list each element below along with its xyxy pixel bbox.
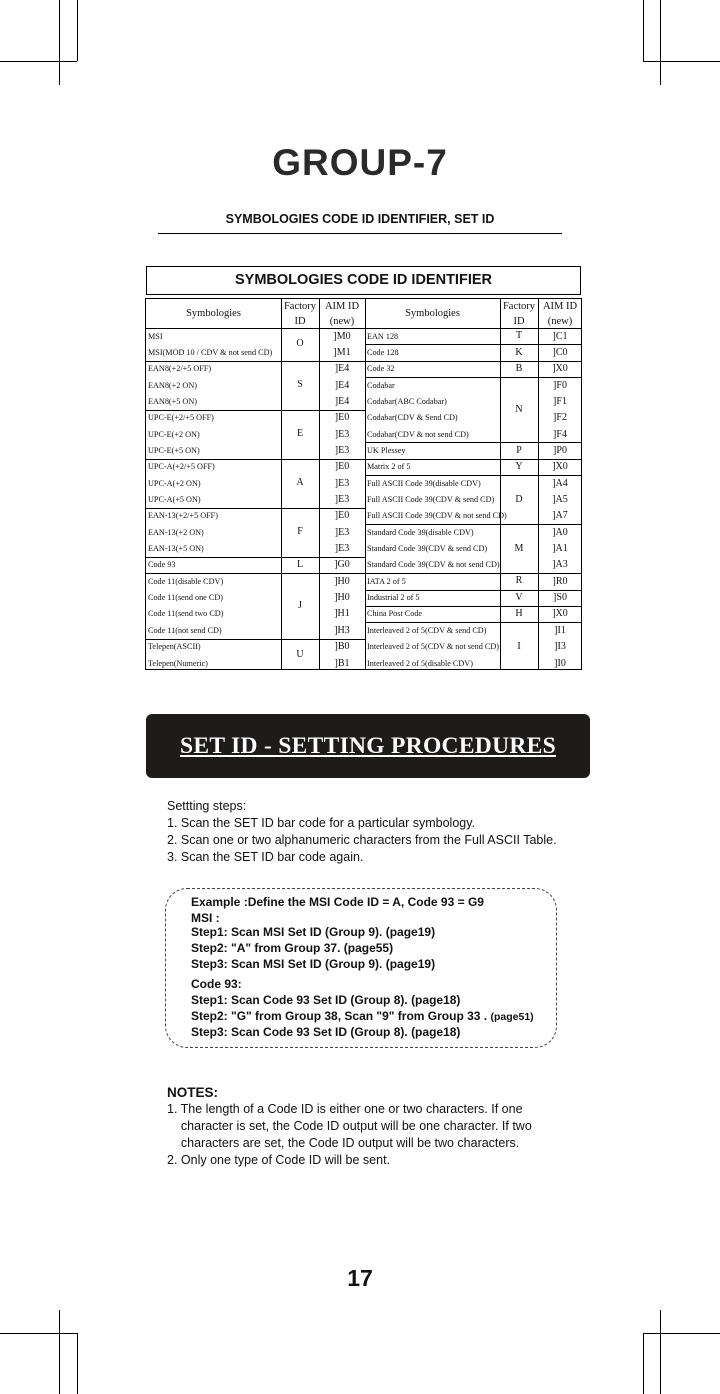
aim-id-left: ]E3 [334,527,350,538]
aim-id-right: ]X0 [552,461,568,472]
symbology-right: Code 128 [367,348,399,357]
aim-id-right: ]A1 [552,543,568,554]
aim-id-left: ]E3 [334,494,350,505]
symbology-right: Full ASCII Code 39(CDV & send CD) [367,495,495,504]
aim-id-right: ]A0 [552,527,568,538]
factory-id-right: D [515,494,523,505]
aim-id-left: ]H0 [334,576,350,587]
msi-step-1: Step1: Scan MSI Set ID (Group 9). (page19) [191,925,436,939]
subtitle-underline [158,233,562,234]
factory-id-left: U [296,649,304,660]
aim-id-right: ]F4 [553,429,567,440]
factory-id-right: K [515,347,523,358]
example-heading: Example :Define the MSI Code ID = A, Code 93 = G9 [191,895,484,909]
factory-id-right: M [514,543,524,554]
factory-id-right: Y [515,461,523,472]
aim-id-left: ]E3 [334,445,350,456]
factory-id-right: I [517,641,521,652]
section-subtitle: SYMBOLOGIES CODE ID IDENTIFIER, SET ID [225,212,495,226]
note-line: character is set, the Code ID output will be one character. If two [167,1119,532,1133]
header-factory-id-left: Factory ID [283,300,317,327]
msi-label: MSI : [191,911,220,925]
symbology-right: Standard Code 39(disable CDV) [367,528,474,537]
symbology-left: EAN8(+2 ON) [148,381,197,390]
code-id-table [145,298,582,670]
symbology-left: Code 11(disable CDV) [148,577,224,586]
factory-id-left: O [296,338,304,349]
aim-id-right: ]X0 [552,608,568,619]
factory-id-right: P [516,445,522,456]
symbology-right: Codabar(CDV & not send CD) [367,430,469,439]
symbology-left: Code 11(send two CD) [148,609,224,618]
step-1: 1. Scan the SET ID bar code for a particular symbology. [167,816,476,830]
factory-id-left: J [298,600,302,611]
symbology-right: Interleaved 2 of 5(CDV & not send CD) [367,642,499,651]
symbology-left: MSI(MOD 10 / CDV & not send CD) [148,348,273,357]
symbology-left: UPC-A(+5 ON) [148,495,201,504]
aim-id-left: ]H1 [334,608,350,619]
aim-id-left: ]E4 [334,380,350,391]
aim-id-right: ]R0 [552,576,568,587]
factory-id-right: R [515,575,523,586]
aim-id-left: ]E3 [334,543,350,554]
aim-id-left: ]M0 [333,331,351,342]
symbology-left: EAN-13(+2 ON) [148,528,204,537]
symbology-right: Code 32 [367,364,395,373]
aim-id-left: ]E0 [334,412,350,423]
step-3: 3. Scan the SET ID bar code again. [167,850,364,864]
symbology-left: EAN-13(+5 ON) [148,544,204,553]
symbology-right: Standard Code 39(CDV & not send CD) [367,560,500,569]
symbology-right: Interleaved 2 of 5(disable CDV) [367,659,473,668]
aim-id-left: ]E0 [334,510,350,521]
header-aim-id-left: AIM ID (new) [324,300,360,327]
aim-id-left: ]E3 [334,429,350,440]
factory-id-left: L [296,559,304,570]
factory-id-right: V [515,592,523,603]
aim-id-right: ]X0 [552,363,568,374]
example-box [165,888,557,1048]
symbology-right: Full ASCII Code 39(disable CDV) [367,479,481,488]
code93-label: Code 93: [191,977,242,991]
factory-id-right: H [515,608,523,619]
page-title: GROUP-7 [272,142,448,183]
aim-id-right: ]F1 [553,396,567,407]
aim-id-right: ]A7 [552,510,568,521]
symbology-left: Code 11(send one CD) [148,593,223,602]
symbology-right: Codabar(ABC Codabar) [367,397,447,406]
aim-id-left: ]E4 [334,363,350,374]
symbology-right: EAN 128 [367,332,399,341]
factory-id-left: E [296,428,304,439]
aim-id-left: ]E3 [334,478,350,489]
aim-id-right: ]P0 [553,445,567,456]
factory-id-left: F [297,526,303,537]
aim-id-left: ]E4 [334,396,350,407]
aim-id-left: ]H3 [334,625,350,636]
symbology-left: EAN-13(+2/+5 OFF) [148,511,218,520]
aim-id-left: ]M1 [333,347,351,358]
symbology-left: UPC-A(+2 ON) [148,479,201,488]
symbology-left: Telepen(Numeric) [148,659,208,668]
aim-id-right: ]F2 [553,412,567,423]
note-line: 2. Only one type of Code ID will be sent. [167,1153,391,1167]
code93-step-2: Step2: "G" from Group 38, Scan "9" from Group 33 . (page51) [191,1009,534,1023]
msi-step-3: Step3: Scan MSI Set ID (Group 9). (page19) [191,957,436,971]
factory-id-right: N [515,404,523,415]
symbology-left: UPC-E(+2/+5 OFF) [148,413,214,422]
aim-id-right: ]A5 [552,494,568,505]
symbology-right: Standard Code 39(CDV & send CD) [367,544,488,553]
notes-heading: NOTES: [167,1085,219,1100]
symbology-left: EAN8(+5 ON) [148,397,197,406]
factory-id-right: T [515,330,523,341]
step-2: 2. Scan one or two alphanumeric characters from the Full ASCII Table. [167,833,557,847]
symbology-left: Telepen(ASCII) [148,642,201,651]
aim-id-left: ]B0 [334,641,350,652]
symbology-right: Codabar [367,381,395,390]
page-number: 17 [347,1265,373,1291]
symbology-left: Code 11(not send CD) [148,626,222,635]
code93-step-1: Step1: Scan Code 93 Set ID (Group 8). (page18) [191,993,461,1007]
factory-id-left: S [297,379,303,390]
symbology-right: IATA 2 of 5 [367,577,406,586]
header-symbologies-left: Symbologies [186,308,241,319]
aim-id-right: ]I0 [554,658,566,669]
aim-id-right: ]I3 [554,641,566,652]
symbology-left: UPC-A(+2/+5 OFF) [148,462,215,471]
aim-id-right: ]C1 [552,331,568,342]
symbology-left: UPC-E(+5 ON) [148,446,200,455]
aim-id-right: ]A3 [552,559,568,570]
aim-id-right: ]C0 [552,347,568,358]
symbology-left: Code 93 [148,560,176,569]
symbology-right: Codabar(CDV & Send CD) [367,413,458,422]
code93-step-3: Step3: Scan Code 93 Set ID (Group 8). (page18) [191,1025,461,1039]
steps-heading: Settting steps: [167,799,247,813]
note-line: 1. The length of a Code ID is either one or two characters. If one [167,1102,523,1116]
aim-id-left: ]E0 [334,461,350,472]
aim-id-right: ]A4 [552,478,568,489]
table-title: SYMBOLOGIES CODE ID IDENTIFIER [146,266,581,295]
symbology-right: UK Plessey [367,446,406,455]
symbology-right: Matrix 2 of 5 [367,462,411,471]
aim-id-right: ]F0 [553,380,567,391]
aim-id-left: ]H0 [334,592,350,603]
factory-id-left: A [296,477,304,488]
symbology-right: Industrial 2 of 5 [367,593,420,602]
msi-step-2: Step2: "A" from Group 37. (page55) [191,941,394,955]
aim-id-right: ]S0 [553,592,567,603]
symbology-left: EAN8(+2/+5 OFF) [148,364,212,373]
aim-id-left: ]G0 [334,559,350,570]
header-symbologies-right: Symbologies [405,308,460,319]
symbology-left: MSI [148,332,163,341]
note-line: characters are set, the Code ID output will be two characters. [167,1136,520,1150]
header-factory-id-right: Factory ID [502,300,536,327]
symbology-right: China Post Code [367,609,423,618]
aim-id-left: ]B1 [334,658,350,669]
set-id-banner: SET ID - SETTING PROCEDURES [146,714,590,778]
aim-id-right: ]I1 [554,625,566,636]
symbology-right: Interleaved 2 of 5(CDV & send CD) [367,626,487,635]
header-aim-id-right: AIM ID (new) [542,300,578,327]
factory-id-right: B [515,363,523,374]
symbology-left: UPC-E(+2 ON) [148,430,200,439]
symbology-right: Full ASCII Code 39(CDV & not send CD) [367,511,507,520]
